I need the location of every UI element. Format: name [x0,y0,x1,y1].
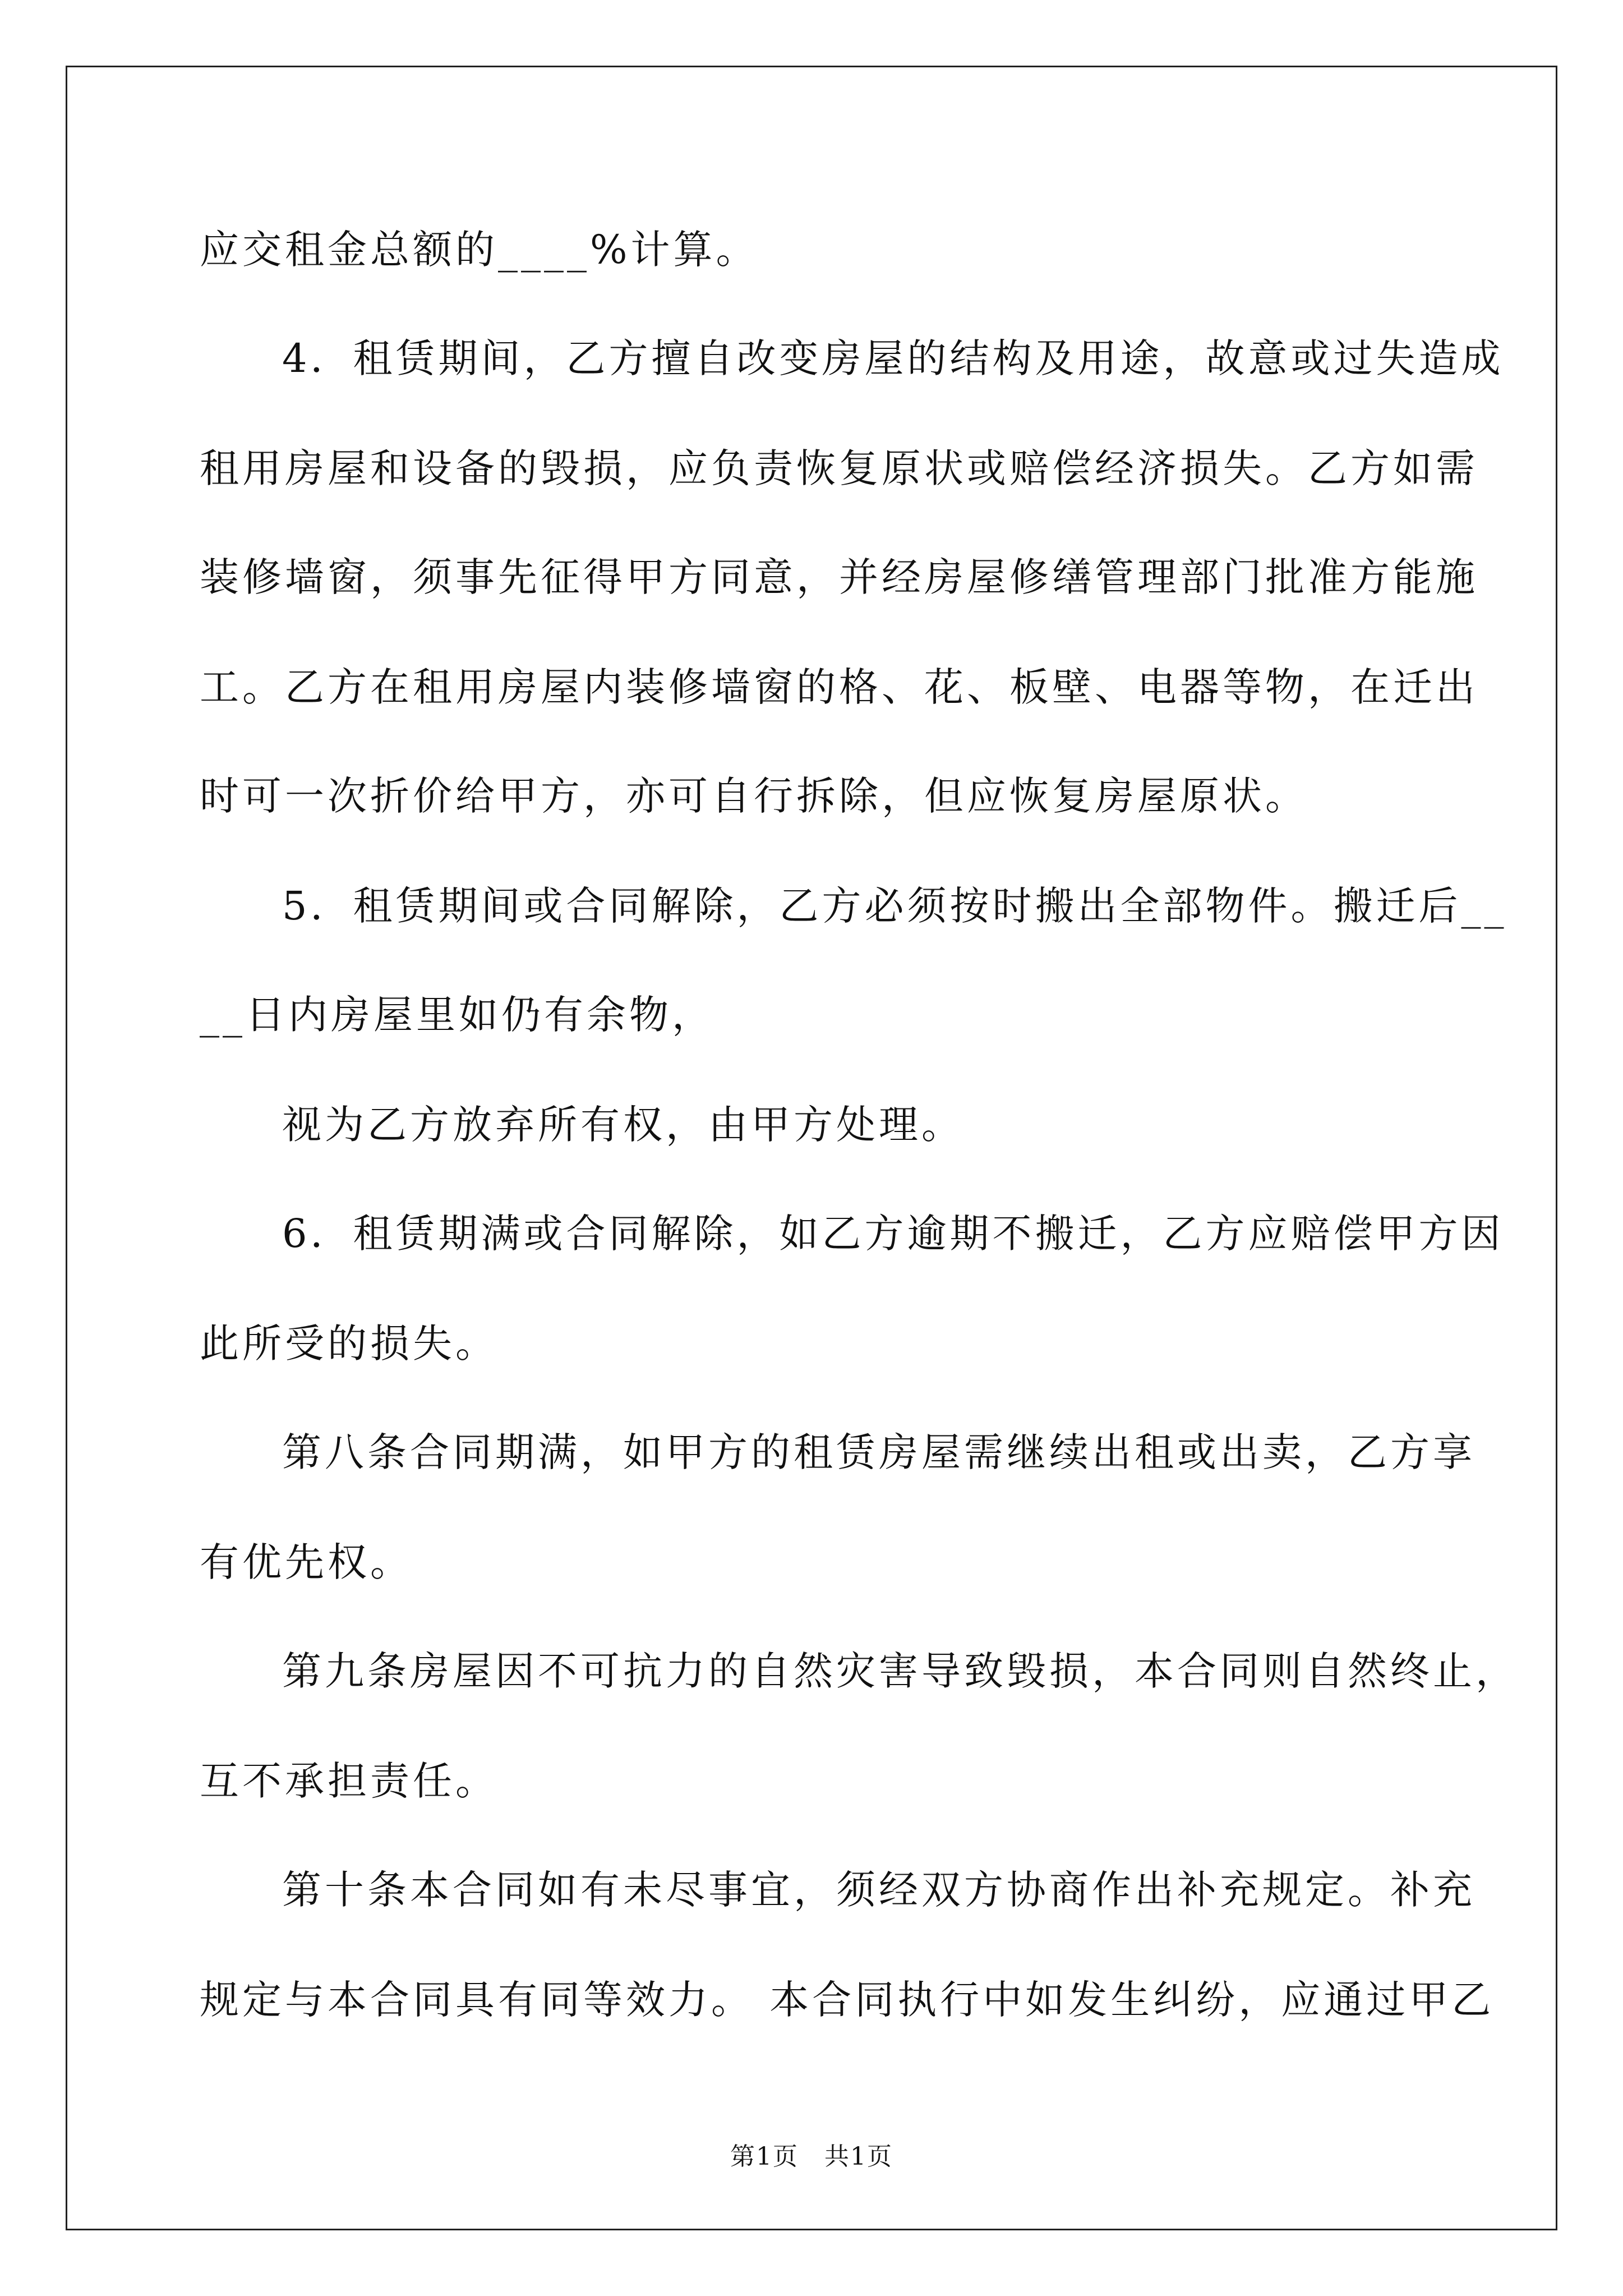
text-line-14: 第九条房屋因不可抗力的自然灾害导致毁损，本合同则自然终止， [282,1648,1518,1694]
text-line-10: 6．租赁期满或合同解除，如乙方逾期不搬迁，乙方应赔偿甲方因 [282,1211,1504,1257]
text-line-12: 第八条合同期满，如甲方的租赁房屋需继续出租或出卖，乙方享 [282,1429,1476,1475]
text-line-1: 应交租金总额的____%计算。 [200,227,759,273]
text-line-7: 5．租赁期间或合同解除，乙方必须按时搬出全部物件。搬迁后__ [282,883,1507,929]
text-line-2: 4．租赁期间，乙方擅自改变房屋的结构及用途，故意或过失造成 [282,335,1504,381]
text-line-16: 第十条本合同如有未尽事宜，须经双方协商作出补充规定。补充 [282,1867,1476,1913]
text-line-9: 视为乙方放弃所有权，由甲方处理。 [282,1102,964,1148]
text-line-4: 装修墙窗，须事先征得甲方同意，并经房屋修缮管理部门批准方能施 [200,554,1478,600]
text-line-13: 有优先权。 [200,1539,413,1585]
text-line-11: 此所受的损失。 [200,1320,498,1366]
text-line-3: 租用房屋和设备的毁损，应负责恢复原状或赔偿经济损失。乙方如需 [200,445,1478,491]
text-line-8: __日内房屋里如仍有余物， [200,992,714,1038]
text-line-15: 互不承担责任。 [200,1758,498,1804]
text-line-5: 工。乙方在租用房屋内装修墙窗的格、花、板壁、电器等物，在迁出 [200,664,1478,710]
text-line-6: 时可一次折价给甲方，亦可自行拆除，但应恢复房屋原状。 [200,773,1308,819]
text-line-17: 规定与本合同具有同等效力。 本合同执行中如发生纠纷，应通过甲乙 [200,1977,1495,2023]
page-number-footer: 第1页 共1页 [730,2142,893,2171]
